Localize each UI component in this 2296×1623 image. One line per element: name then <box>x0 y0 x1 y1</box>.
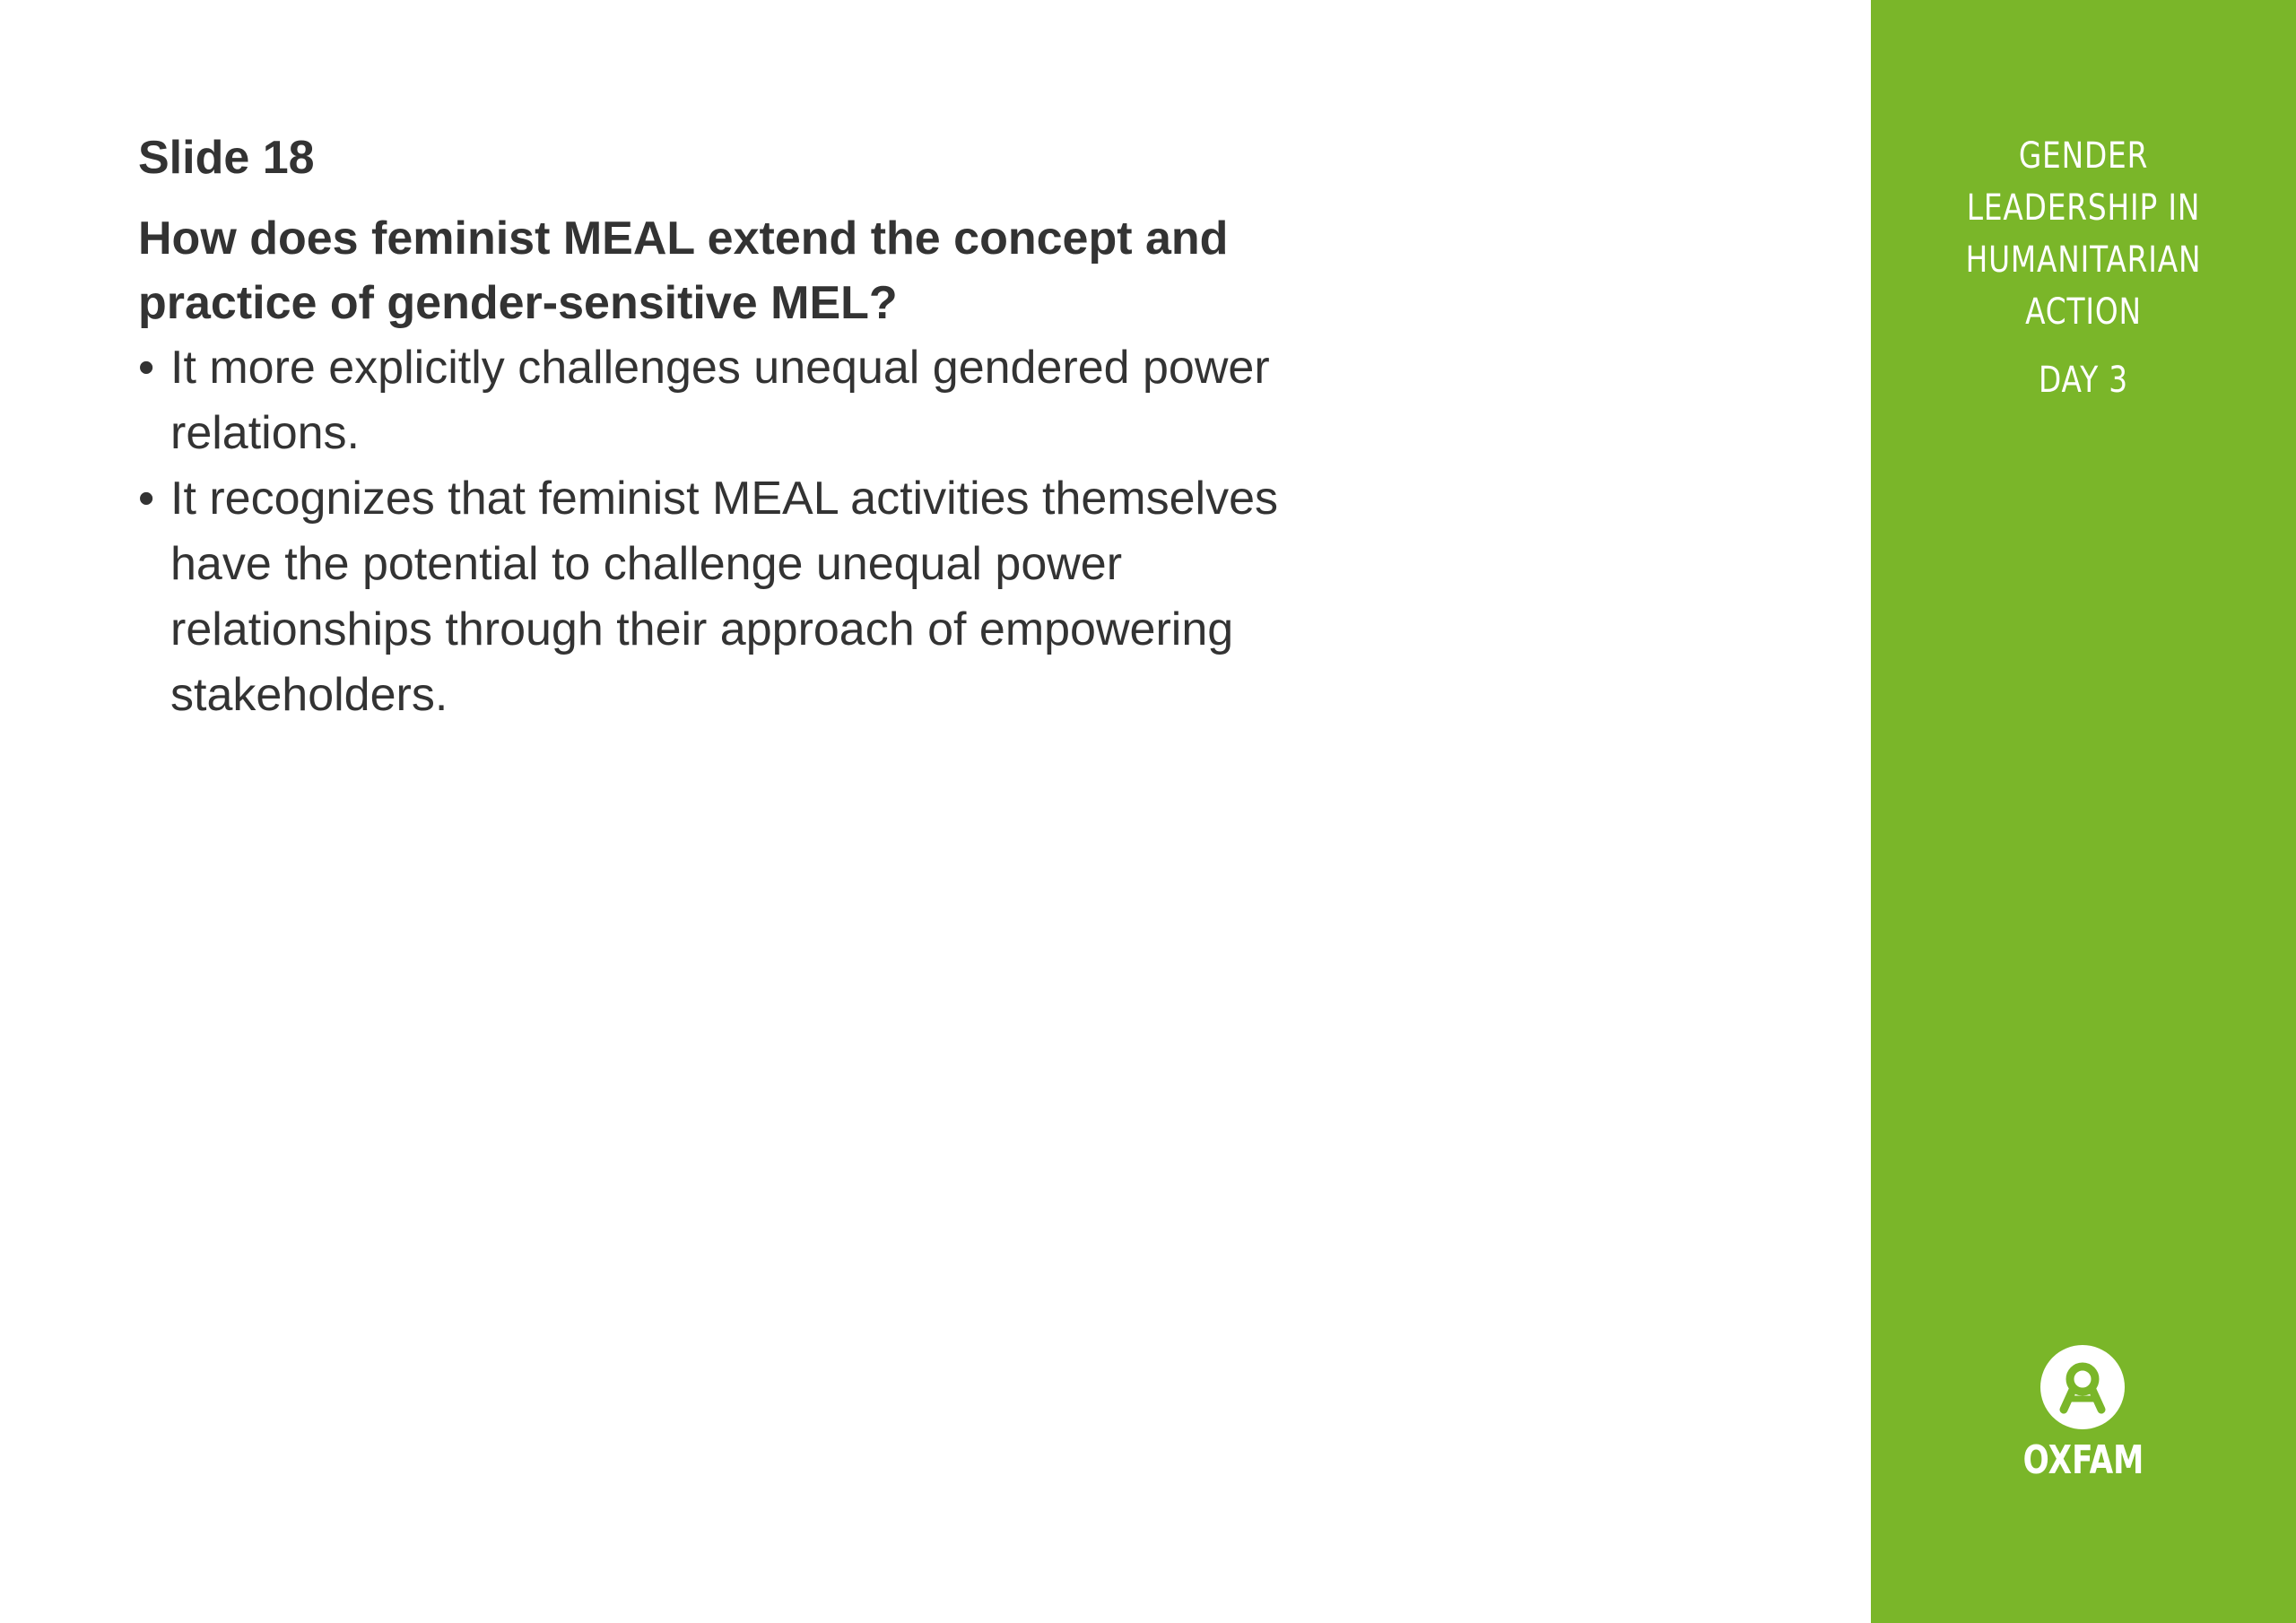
bullet-item <box>138 466 1331 728</box>
course-title-line: LEADERSHIP IN <box>1966 187 2201 229</box>
oxfam-wordmark: OXFAM <box>2022 1437 2144 1483</box>
bullet-dot-icon: • <box>138 473 155 525</box>
course-title-line: GENDER <box>2018 135 2149 177</box>
bullet-list <box>138 335 1331 728</box>
bullet-dot-icon: • <box>138 342 155 394</box>
bullet-text: It recognizes that feminist MEAL activities themselves have the potential to challenge unequal power relationships through their approach of empowering stakeholders. <box>170 473 1278 721</box>
slide-number: Slide 18 <box>138 132 315 184</box>
course-day: DAY 3 <box>2038 360 2128 401</box>
bullet-item <box>138 335 1331 466</box>
slide-heading: How does feminist MEAL extend the concept and practice of gender-sensitive MEL? <box>138 213 1229 329</box>
slide-content <box>138 126 1331 728</box>
course-title <box>1909 130 2258 406</box>
oxfam-logo-icon <box>2040 1345 2125 1429</box>
oxfam-logo <box>1871 1345 2296 1488</box>
green-sidebar <box>1871 0 2296 1623</box>
bullet-text: It more explicitly challenges unequal gendered power relations. <box>170 342 1270 459</box>
course-title-line: ACTION <box>2025 291 2142 333</box>
course-title-line: HUMANITARIAN <box>1965 239 2202 281</box>
